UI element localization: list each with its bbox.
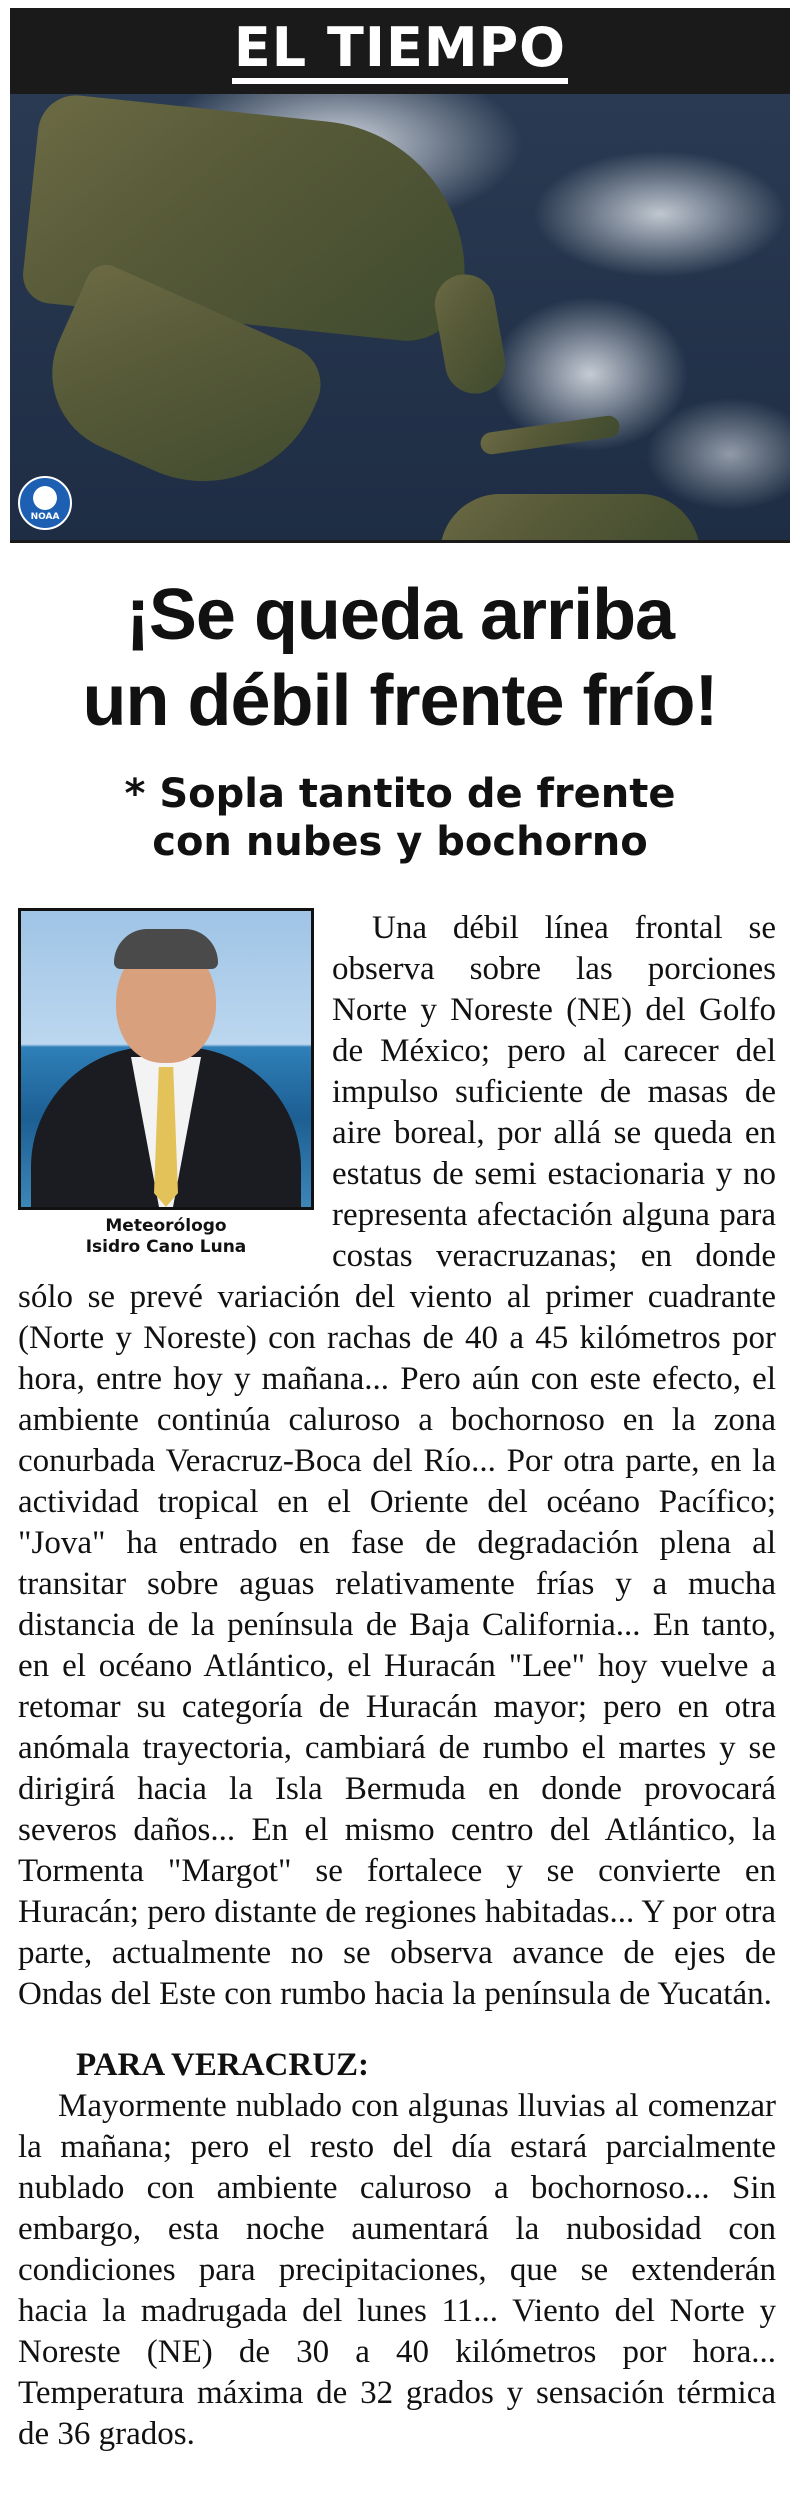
article-paragraph-2: Mayormente nublado con algunas lluvias al comenzar la mañana; pero el resto del día estará parcialmente nublado con ambiente caluroso a bochornoso... Sin embargo, esta noche aumentará la nubosidad con condiciones para precipitaciones, que se extenderán hacia la madrugada del lunes 11... Viento del Norte y Noreste (NE) de 30 a 40 kilómetros por hora... Temperatura máxima de 32 grados y sensación térmica de 36 grados.	[18, 2088, 776, 2452]
subheadline-line-1: * Sopla tantito de frente	[124, 771, 676, 817]
headline-line-1: ¡Se queda arriba	[125, 575, 675, 655]
photo-caption	[18, 1210, 314, 1258]
caption-name: Isidro Cano Luna	[85, 1237, 247, 1257]
subheadline	[10, 770, 790, 866]
noaa-logo	[18, 476, 72, 530]
south-america-land	[440, 494, 700, 540]
author-portrait	[18, 908, 314, 1258]
satellite-image	[10, 94, 790, 540]
headline-line-2: un débil frente frío!	[82, 661, 718, 741]
caption-role: Meteorólogo	[105, 1216, 227, 1236]
image-bottom-rule	[10, 540, 790, 543]
masthead-bar	[10, 8, 790, 94]
article-body	[18, 908, 776, 2455]
author-photo	[18, 908, 314, 1210]
section-title: PARA VERACRUZ:	[76, 2047, 370, 2083]
noaa-logo-text: NOAA	[30, 512, 60, 522]
article-paragraph-1: Una débil línea frontal se observa sobre las porciones Norte y Noreste (NE) del Golfo de México; pero al carecer del impulso suficiente de masas de aire boreal, por allá se queda en estatus de semi estacionaria y no representa afectación alguna para costas veracruzanas; en donde sólo se prevé variación del viento al primer cuadrante (Norte y Noreste) con rachas de 40 a 45 kilómetros por hora, entre hoy y mañana... Pero aún con este efecto, el ambiente continúa caluroso a bochornoso en la zona conurbada Veracruz-Boca del Río... Por otra parte, en la actividad tropical en el Oriente del océano Pacífico; "Jova" ha entrado en fase de degradación plena al transitar sobre aguas relativamente frías y a mucha distancia de la península de Baja California... En tanto, en el océano Atlántico, el Huracán "Lee" hoy vuelve a retomar su categoría de Huracán mayor; pero en otra anómala trayectoria, cambiará de rumbo el martes y se dirigirá hacia la Isla Bermuda en donde provocará severos daños... En el mismo centro del Atlántico, la Tormenta "Margot" se fortalece y se convierte en Huracán; pero distante de regiones habitadas... Y por otra parte, actualmente no se observa avance de ejes de Ondas del Este con rumbo hacia la península de Yucatán.	[18, 910, 776, 2012]
masthead-title: EL TIEMPO	[232, 18, 568, 84]
subheadline-line-2: con nubes y bochorno	[152, 819, 648, 865]
cuba-land	[479, 414, 621, 455]
florida-land	[430, 270, 510, 399]
headline	[10, 572, 790, 744]
photo-hair	[114, 929, 218, 969]
